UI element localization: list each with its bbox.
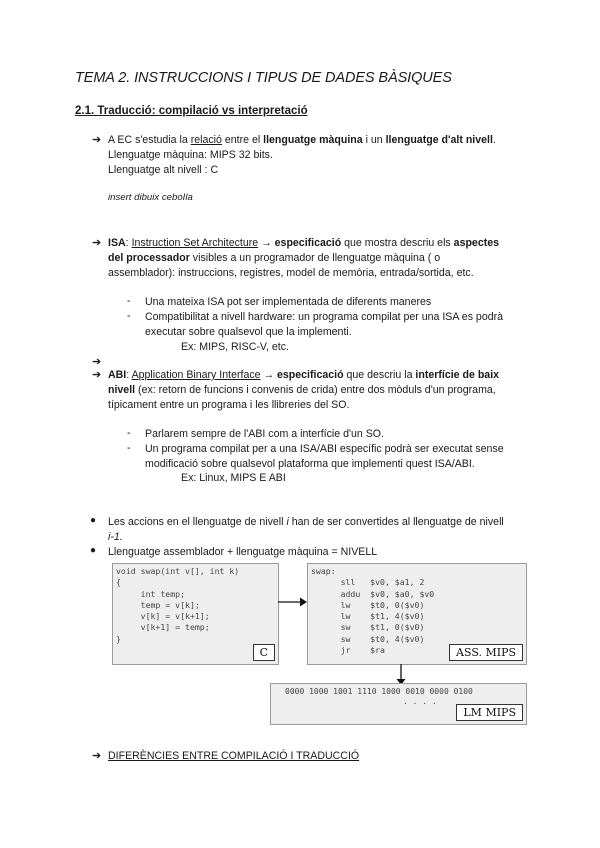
abi-line-2 — [108, 383, 538, 398]
abi-label: ABI — [108, 369, 127, 381]
arrow-icon: ➔ — [92, 356, 102, 368]
text: : — [126, 369, 132, 381]
isa-sub-1: Una mateixa ISA pot ser implementada de diferents maneres — [145, 296, 432, 308]
abi-example: Ex: Linux, MIPS E ABI — [181, 472, 286, 484]
text: : — [125, 237, 132, 249]
asm-label: ASS. MIPS — [449, 644, 523, 661]
text: han de ser convertides al llenguatge de nivell — [288, 516, 504, 528]
intro-line-3: Llenguatge alt nivell : C — [108, 164, 219, 176]
machine-code-box — [270, 683, 527, 725]
arrow-icon: ➔ — [92, 369, 102, 381]
text: que mostra descriu els — [341, 237, 454, 249]
arrow-icon: ➔ — [92, 750, 102, 762]
isa-full-name: Instruction Set Architecture — [131, 237, 259, 249]
asm-code-box — [307, 563, 527, 665]
text: que descriu la — [343, 369, 416, 381]
text: modificació sobre qualsevol plataforma que implementi quest ISA/ABI. — [145, 458, 475, 470]
isa-line-2 — [108, 251, 538, 266]
asm-code: swap: sll $v0, $a1, 2 addu $v0, $a0, $v0 lw $t0, 0($v0) lw $t1, 4($v0) sw $t1, 0($v0) sw $t0, 4($v0) jr $ra — [311, 566, 435, 656]
page-title: TEMA 2. INSTRUCCIONS I TIPUS DE DADES BÀSIQUES — [75, 70, 452, 86]
text: entre el — [221, 134, 264, 146]
bold-text: llenguatge d'alt nivell — [385, 134, 493, 146]
c-label: C — [253, 644, 275, 661]
text: i un — [362, 134, 386, 146]
dash-marker: - — [127, 427, 131, 439]
abi-line-3: típicament entre un programa i les llibreries del SO. — [108, 399, 350, 411]
abi-sub-1: Parlarem sempre de l'ABI com a interfície d'un SO. — [145, 428, 384, 440]
abi-full-name: Application Binary Interface — [131, 369, 261, 381]
bullet-marker: ● — [90, 545, 97, 556]
dash-marker: - — [127, 295, 131, 307]
bold-text: interfície de baix — [415, 369, 500, 381]
isa-label: ISA — [108, 237, 126, 249]
abi-line-1 — [108, 368, 538, 383]
machine-code: 0000 1000 1001 1110 1000 0010 0000 0100 — [285, 687, 473, 696]
isa-line-1 — [108, 236, 538, 251]
c-code: void swap(int v[], int k) { int temp; temp = v[k]; v[k] = v[k+1]; v[k+1] = temp; } — [116, 566, 240, 644]
text: executar sobre qualsevol que la implementi. — [145, 326, 352, 338]
intro-line-2: Llenguatge màquina: MIPS 32 bits. — [108, 149, 273, 161]
intro-paragraph — [108, 133, 496, 178]
text: A EC s'estudia la — [108, 134, 191, 146]
bold-text: del processador — [108, 252, 190, 264]
section-heading: 2.1. Traducció: compilació vs interpretació — [75, 105, 308, 117]
bold-text: especificació — [277, 369, 344, 381]
text: visibles a un programador de llenguatge màquina ( o — [189, 252, 441, 264]
bullet-1-line-1 — [108, 515, 538, 530]
isa-example: Ex: MIPS, RISC-V, etc. — [181, 341, 289, 353]
text: → — [258, 237, 275, 249]
relacio-link: relació — [190, 134, 222, 146]
bold-text: especificació — [274, 237, 342, 249]
dash-marker: - — [127, 442, 131, 454]
text: . — [492, 134, 496, 146]
bullet-2: Llenguatge assemblador + llenguatge màquina = NIVELL — [108, 546, 378, 558]
italic-text: i — [286, 516, 289, 528]
bullet-1 — [108, 515, 538, 545]
text: Un programa compilat per a una ISA/ABI específic podrà ser executat sense — [145, 443, 504, 455]
abi-sub-2 — [145, 442, 504, 472]
c-code-box — [112, 563, 279, 665]
intro-line-1 — [108, 133, 496, 148]
text: (ex: retorn de funcions i convenis de crida) entre dos mòduls d'un programa, — [135, 384, 496, 396]
dash-marker: - — [127, 310, 131, 322]
bullet-marker: ● — [90, 515, 97, 526]
abi-paragraph — [108, 368, 538, 413]
arrow-right-icon — [278, 596, 308, 608]
isa-line-3: assemblador): instruccions, registres, model de memòria, entrada/sortida, etc. — [108, 267, 474, 279]
arrow-icon: ➔ — [92, 237, 102, 249]
bold-text: nivell — [108, 384, 136, 396]
image-note: insert dibuix ceboIla — [108, 192, 193, 203]
bold-text: aspectes — [453, 237, 500, 249]
differences-heading: DIFERÈNCIES ENTRE COMPILACIÓ I TRADUCCIÓ — [108, 750, 360, 762]
lm-label: LM MIPS — [456, 704, 523, 721]
text: Compatibilitat a nivell hardware: un programa compilat per una ISA es podrà — [145, 311, 504, 323]
text: Les accions en el llenguatge de nivell — [108, 516, 287, 528]
machine-code-dots: . . . . — [403, 697, 437, 706]
bold-text: llenguatge màquina — [263, 134, 363, 146]
isa-sub-2 — [145, 310, 503, 340]
bullet-1-line-2: i-1. — [108, 531, 123, 543]
arrow-icon: ➔ — [92, 134, 102, 146]
text: → — [260, 369, 278, 381]
isa-paragraph — [108, 236, 538, 281]
